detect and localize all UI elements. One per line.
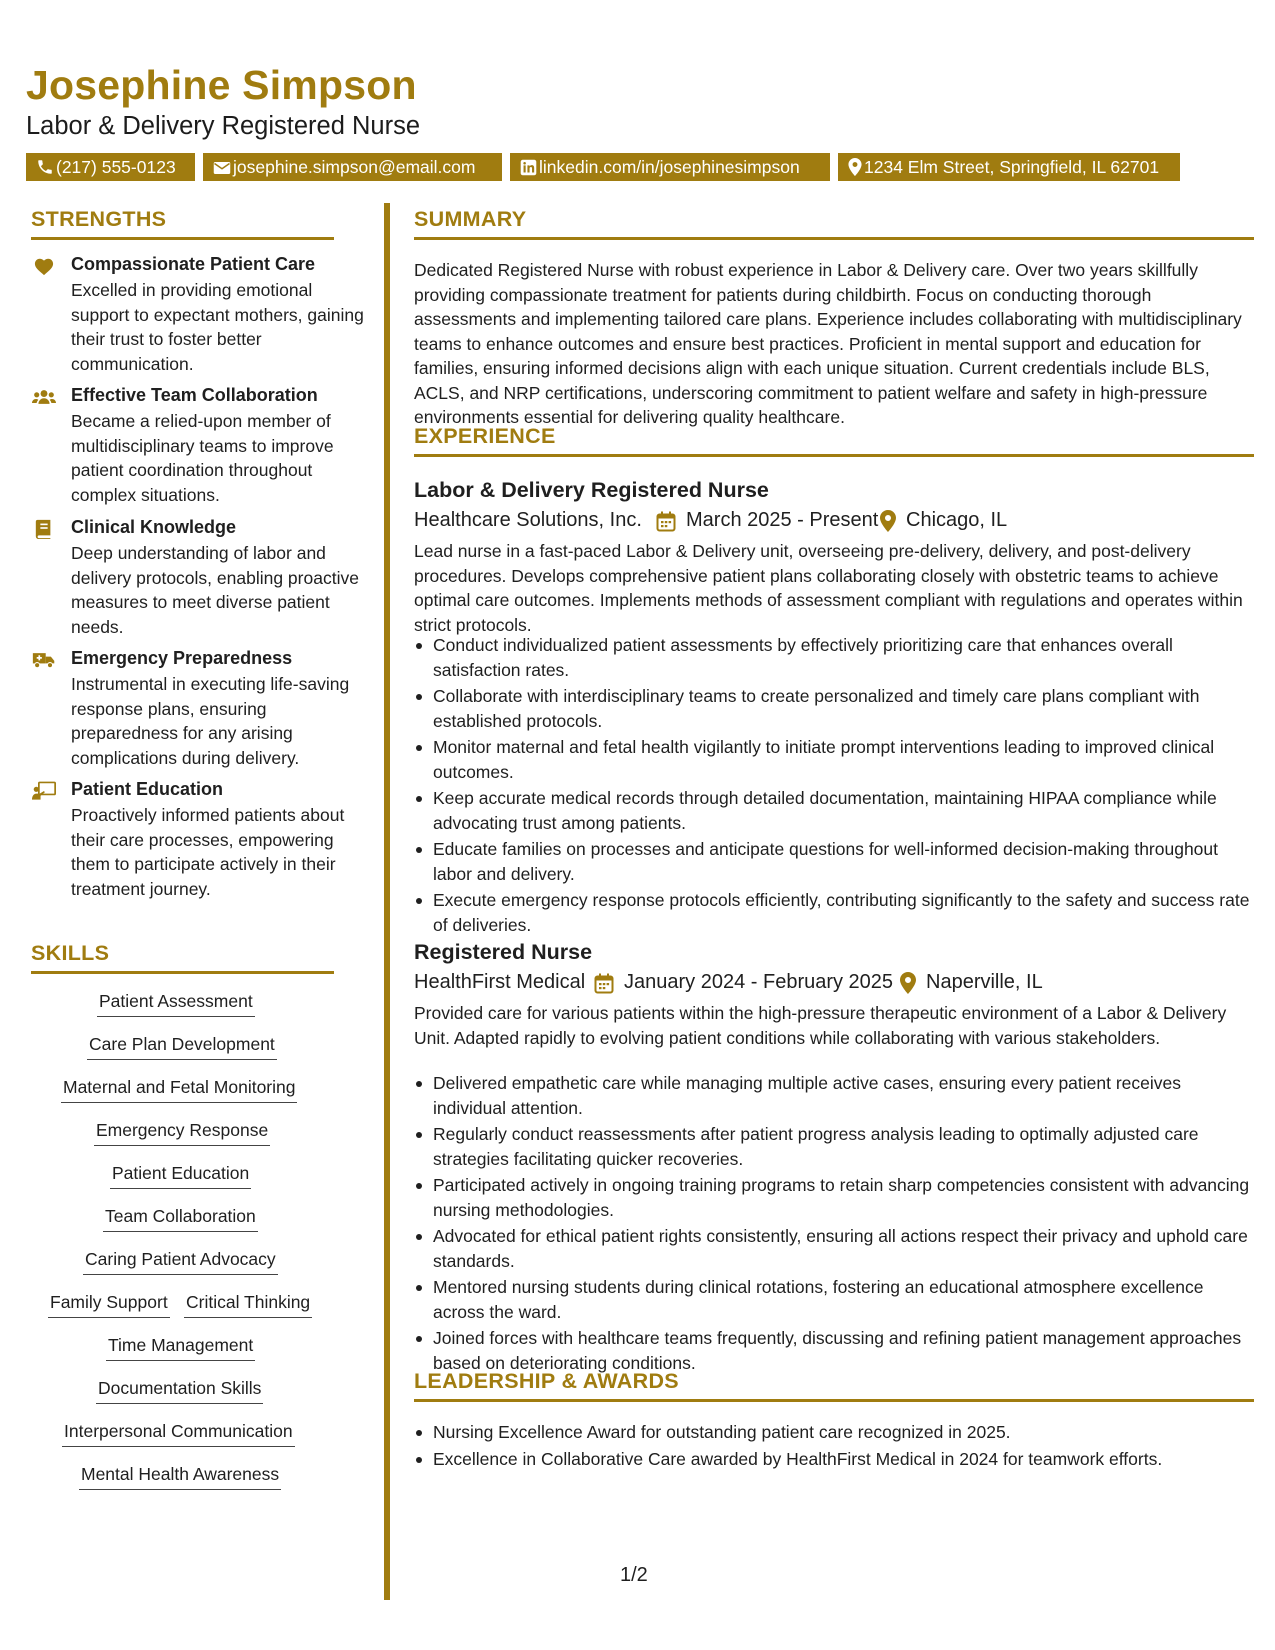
list-item: Participated actively in ongoing training programs to retain sharp competencies consistent with advancing nursing methodologies. [414, 1173, 1254, 1222]
strength-item [32, 254, 362, 374]
book-icon [32, 519, 56, 539]
linkedin-icon [520, 159, 537, 176]
experience-heading: EXPERIENCE [414, 424, 1254, 457]
skills-heading: SKILLS [31, 941, 334, 974]
candidate-name: Josephine Simpson [26, 62, 417, 108]
candidate-title: Labor & Delivery Registered Nurse [26, 112, 421, 140]
job-title: Labor & Delivery Registered Nurse [414, 478, 769, 502]
skill-tag: Documentation Skills [96, 1376, 263, 1404]
skill-tag: Maternal and Fetal Monitoring [61, 1075, 297, 1103]
contact-linkedin-text: linkedin.com/in/josephinesimpson [539, 157, 800, 177]
skill-tag: Interpersonal Communication [62, 1419, 295, 1447]
contact-address[interactable] [838, 153, 1180, 181]
calendar-icon [594, 973, 614, 994]
strength-item [32, 779, 362, 919]
contact-email-text: josephine.simpson@email.com [233, 157, 476, 177]
map-pin-icon [900, 972, 916, 994]
skill-tag: Time Management [106, 1333, 255, 1361]
list-item: Joined forces with healthcare teams frequently, discussing and refining patient management approaches based on deteriorating conditions. [414, 1326, 1254, 1375]
skill-tag: Emergency Response [94, 1118, 270, 1146]
job-meta [414, 971, 1254, 999]
job-dates: March 2025 - Present [686, 509, 879, 531]
strength-description: Excelled in providing emotional support to expectant mothers, gaining their trust to foster better communication. [71, 280, 364, 374]
job-bullets [414, 633, 1254, 939]
job-location: Naperville, IL [926, 971, 1043, 993]
contact-linkedin[interactable] [510, 153, 830, 181]
summary-heading: SUMMARY [414, 207, 1254, 240]
skill-tag: Critical Thinking [184, 1290, 312, 1318]
job-company: HealthFirst Medical [414, 971, 586, 993]
map-pin-icon [848, 158, 862, 176]
skill-tag: Mental Health Awareness [79, 1462, 281, 1490]
job-bullets [414, 1071, 1254, 1377]
list-item: Delivered empathetic care while managing multiple active cases, ensuring every patient receives individual attention. [414, 1071, 1254, 1120]
job-description: Lead nurse in a fast-paced Labor & Delivery unit, overseeing pre-delivery, delivery, and post-delivery procedures. Develops comprehensive patient plans collaborating closely with obstetric teams to achieve optimal care outcomes. Implements methods of assessment compliant with regulations and operates within strict protocols. [414, 541, 1243, 635]
strength-title: Clinical Knowledge [71, 517, 237, 537]
list-item: Advocated for ethical patient rights consistently, ensuring all actions respect their privacy and uphold care standards. [414, 1224, 1254, 1273]
strengths-heading: STRENGTHS [31, 207, 334, 240]
strength-item [32, 385, 362, 505]
skill-tag: Patient Assessment [97, 989, 255, 1017]
awards-list [414, 1420, 1254, 1473]
list-item: Excellence in Collaborative Care awarded by HealthFirst Medical in 2024 for teamwork efforts. [414, 1447, 1254, 1472]
contact-email[interactable] [203, 153, 502, 181]
map-pin-icon [880, 510, 896, 532]
list-item: Conduct individualized patient assessments by effectively prioritizing care that enhances overall satisfaction rates. [414, 633, 1254, 682]
list-item: Educate families on processes and anticipate questions for well-informed decision-making throughout labor and delivery. [414, 837, 1254, 886]
contact-phone-text: (217) 555-0123 [56, 157, 176, 177]
column-divider [384, 203, 390, 1600]
list-item: Keep accurate medical records through detailed documentation, maintaining HIPAA compliance while advocating trust among patients. [414, 786, 1254, 835]
page-number: 1/2 [620, 1564, 648, 1586]
strength-description: Deep understanding of labor and delivery protocols, enabling proactive measures to meet diverse patient needs. [71, 543, 359, 637]
job-title: Registered Nurse [414, 940, 593, 964]
strength-title: Emergency Preparedness [71, 648, 293, 668]
list-item: Collaborate with interdisciplinary teams to create personalized and timely care plans compliant with established protocols. [414, 684, 1254, 733]
strength-description: Proactively informed patients about their care processes, empowering them to participate actively in their treatment journey. [71, 805, 345, 899]
skill-tag: Team Collaboration [103, 1204, 258, 1232]
heart-icon [32, 256, 56, 276]
strength-title: Effective Team Collaboration [71, 385, 318, 405]
strength-item [32, 517, 362, 637]
calendar-icon [656, 511, 676, 532]
skill-tag: Patient Education [110, 1161, 251, 1189]
list-item: Execute emergency response protocols efficiently, contributing significantly to the safety and success rate of deliveries. [414, 888, 1254, 937]
strength-item [32, 648, 362, 768]
strength-description: Became a relied-upon member of multidisciplinary teams to improve patient coordination throughout complex situations. [71, 411, 334, 505]
list-item: Mentored nursing students during clinical rotations, fostering an educational atmosphere excellence across the ward. [414, 1275, 1254, 1324]
list-item: Monitor maternal and fetal health vigilantly to initiate prompt interventions leading to improved clinical outcomes. [414, 735, 1254, 784]
skill-tag: Family Support [48, 1290, 170, 1318]
ambulance-icon [32, 650, 56, 670]
users-icon [32, 387, 56, 407]
skill-tag: Care Plan Development [87, 1032, 277, 1060]
strength-title: Compassionate Patient Care [71, 254, 316, 274]
list-item: Nursing Excellence Award for outstanding patient care recognized in 2025. [414, 1420, 1254, 1445]
strength-description: Instrumental in executing life-saving response plans, ensuring preparedness for any arising complications during delivery. [71, 674, 350, 768]
job-company: Healthcare Solutions, Inc. [414, 509, 642, 531]
teacher-icon [32, 781, 56, 801]
summary-text: Dedicated Registered Nurse with robust experience in Labor & Delivery care. Over two years skillfully providing compassionate treatment for patients during childbirth. Focus on conducting thorough assessments and implementing tailored care plans. Experience includes collaborating with multidisciplinary teams to enhance outcomes and ensure best practices. Proficient in mental support and education for families, ensuring informed decisions align with each unique situation. Current credentials include BLS, ACLS, and NRP certifications, underscoring commitment to patient welfare and safety in high-pressure environments essential for delivering quality healthcare. [414, 260, 1242, 427]
job-dates: January 2024 - February 2025 [624, 971, 894, 993]
job-location: Chicago, IL [906, 509, 1008, 531]
skill-tag: Caring Patient Advocacy [83, 1247, 278, 1275]
awards-heading: LEADERSHIP & AWARDS [414, 1369, 1254, 1402]
contact-address-text: 1234 Elm Street, Springfield, IL 62701 [864, 157, 1160, 177]
strength-title: Patient Education [71, 779, 224, 799]
envelope-icon [213, 160, 231, 176]
phone-icon [36, 158, 54, 176]
list-item: Regularly conduct reassessments after patient progress analysis leading to optimally adjusted care strategies facilitating quicker recoveries. [414, 1122, 1254, 1171]
contact-phone[interactable] [26, 153, 195, 181]
job-description: Provided care for various patients within the high-pressure therapeutic environment of a Labor & Delivery Unit. Adapted rapidly to evolving patient conditions while collaborating with various stakeholders. [414, 1003, 1227, 1048]
job-meta [414, 509, 1254, 537]
